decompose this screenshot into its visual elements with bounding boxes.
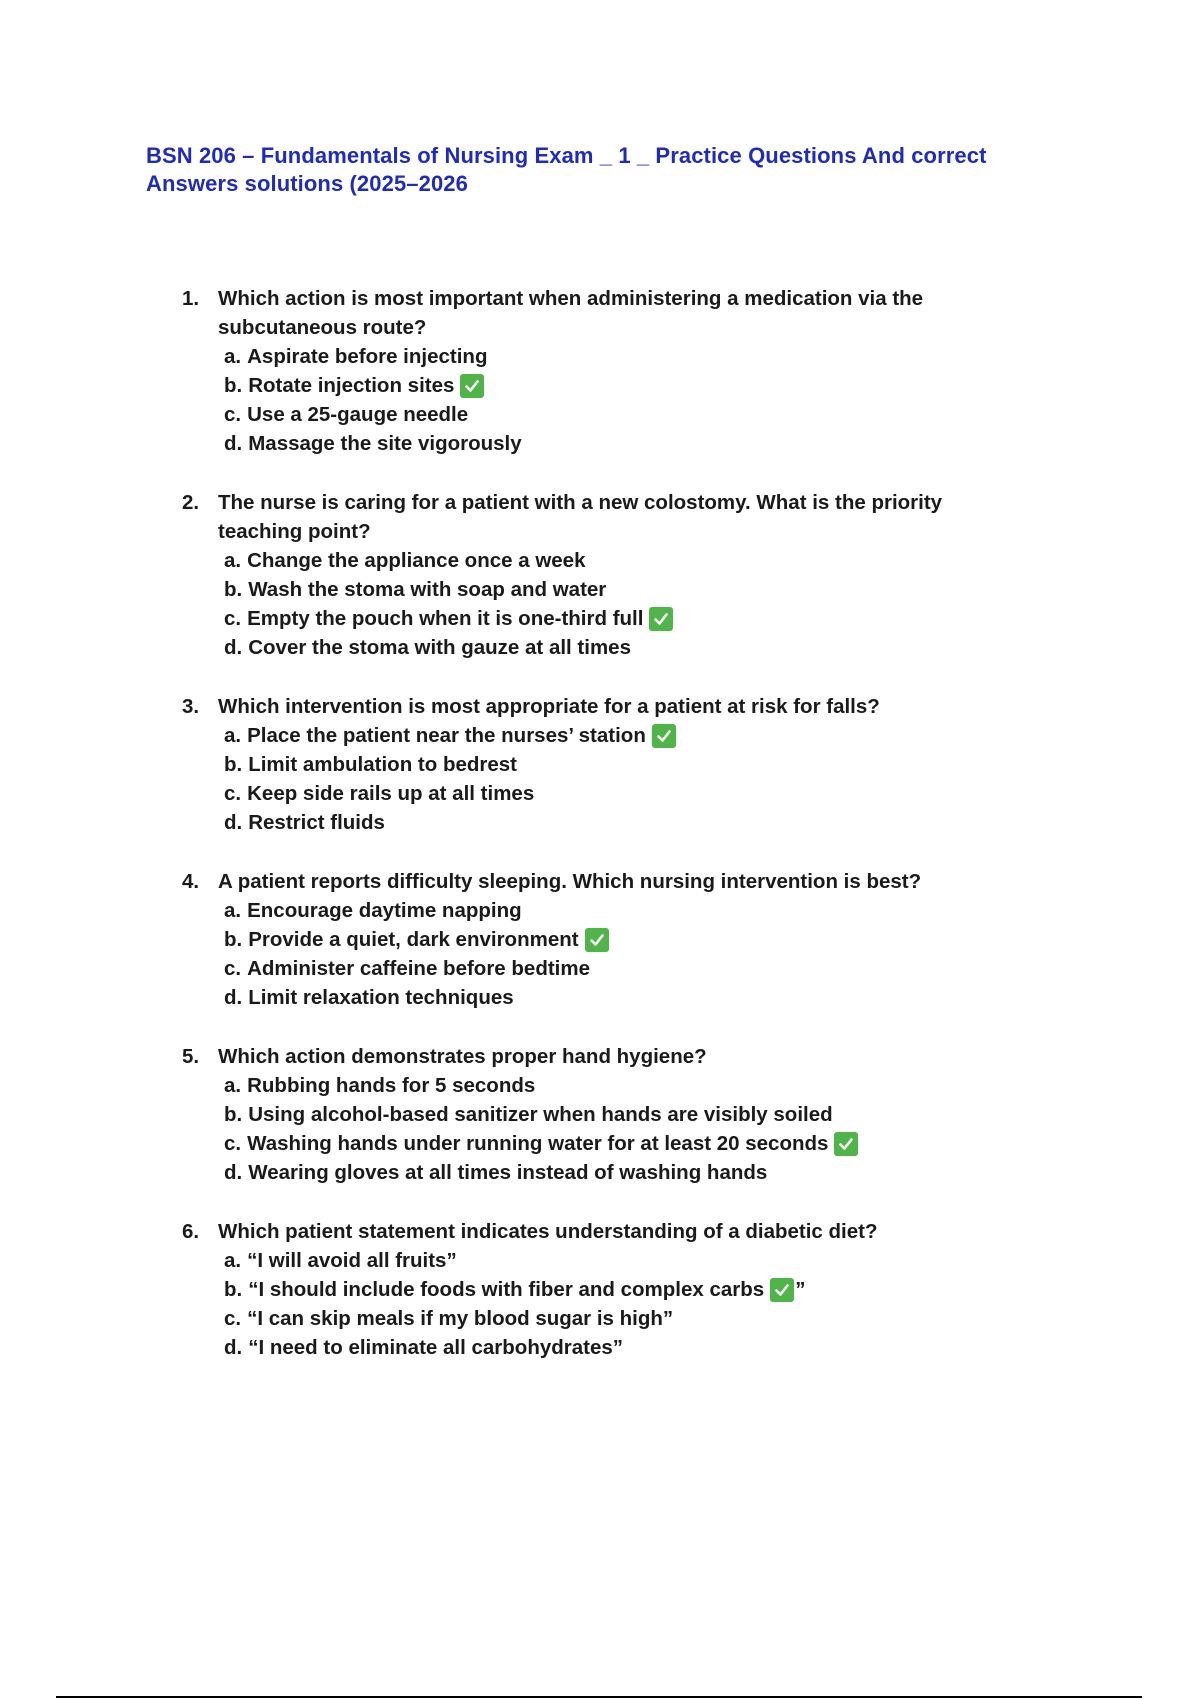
option-text: Keep side rails up at all times [247,782,535,805]
option-text: Place the patient near the nurses’ station [247,724,646,747]
option-letter: a. [224,345,242,368]
question-number: 6. [182,1220,200,1243]
answer-option [224,1304,1082,1333]
check-mark-icon [652,724,676,748]
option-letter: a. [224,1074,242,1097]
option-text: Cover the stoma with gauze at all times [248,636,631,659]
answer-options [224,1071,1082,1187]
option-letter: b. [224,928,243,951]
question-header [182,1217,1082,1246]
answer-option [224,400,1082,429]
question-text: Which intervention is most appropriate for a patient at risk for falls? [218,695,880,718]
answer-option [224,342,1082,371]
answer-option [224,429,1082,458]
option-text: “I will avoid all fruits” [247,1249,457,1272]
answer-option [224,896,1082,925]
option-text: Change the appliance once a week [247,549,586,572]
question-number: 1. [182,287,200,310]
option-letter: c. [224,1132,242,1155]
answer-option [224,633,1082,662]
answer-option [224,546,1082,575]
option-letter: b. [224,1103,243,1126]
option-text: Rotate injection sites [248,374,455,397]
option-letter: d. [224,1336,243,1359]
answer-option [224,1246,1082,1275]
option-text: Encourage daytime napping [247,899,522,922]
option-letter: a. [224,899,242,922]
question-header [182,284,1082,342]
question-header [182,488,1082,546]
question-text: A patient reports difficulty sleeping. Which nursing intervention is best? [218,870,922,893]
option-text: Empty the pouch when it is one-third full [247,607,644,630]
option-text: “I need to eliminate all carbohydrates” [248,1336,624,1359]
option-letter: d. [224,636,243,659]
answer-options [224,1246,1082,1362]
question-item [182,1217,1082,1362]
question-list [182,284,1082,1392]
option-letter: b. [224,578,243,601]
option-letter: b. [224,1278,243,1301]
question-text: Which action is most important when administering a medication via the subcutaneous route? [218,287,924,339]
option-letter: d. [224,432,243,455]
option-text: Massage the site vigorously [248,432,522,455]
answer-option [224,1333,1082,1362]
option-letter: a. [224,1249,242,1272]
answer-options [224,896,1082,1012]
answer-option [224,604,1082,633]
check-mark-icon [460,374,484,398]
option-text: Limit relaxation techniques [248,986,514,1009]
option-text: Wash the stoma with soap and water [248,578,607,601]
question-item [182,488,1082,662]
answer-option [224,1129,1082,1158]
answer-options [224,721,1082,837]
question-header [182,1042,1082,1071]
question-text: The nurse is caring for a patient with a new colostomy. What is the priority teaching point? [218,491,943,543]
option-letter: b. [224,374,243,397]
question-item [182,1042,1082,1187]
question-text: Which action demonstrates proper hand hygiene? [218,1045,707,1068]
option-text: Provide a quiet, dark environment [248,928,579,951]
question-item [182,692,1082,837]
answer-option [224,1100,1082,1129]
answer-option [224,721,1082,750]
option-text: Washing hands under running water for at least 20 seconds [247,1132,829,1155]
option-text: Limit ambulation to bedrest [248,753,518,776]
option-letter: c. [224,607,242,630]
check-mark-icon [834,1132,858,1156]
answer-option [224,371,1082,400]
question-item [182,284,1082,458]
option-text: Rubbing hands for 5 seconds [247,1074,536,1097]
footer-divider [56,1696,1142,1698]
answer-option [224,750,1082,779]
option-letter: d. [224,811,243,834]
document-title: BSN 206 – Fundamentals of Nursing Exam _ 1 _ Practice Questions And correct Answers solutions (2025–2026 [146,143,987,196]
option-letter: b. [224,753,243,776]
question-number: 2. [182,491,200,514]
option-letter: c. [224,957,242,980]
check-mark-icon [649,607,673,631]
question-item [182,867,1082,1012]
option-letter: a. [224,549,242,572]
option-letter: c. [224,403,242,426]
option-text: Aspirate before injecting [247,345,488,368]
answer-option [224,983,1082,1012]
answer-option [224,1158,1082,1187]
answer-option [224,779,1082,808]
option-text: Using alcohol-based sanitizer when hands are visibly soiled [248,1103,833,1126]
option-letter: c. [224,782,242,805]
question-text: Which patient statement indicates understanding of a diabetic diet? [218,1220,878,1243]
answer-option [224,1071,1082,1100]
option-text: “I should include foods with fiber and complex carbs [248,1278,765,1301]
answer-option [224,954,1082,983]
question-header [182,867,1082,896]
answer-option [224,575,1082,604]
check-mark-icon [585,928,609,952]
question-header [182,692,1082,721]
answer-option [224,808,1082,837]
answer-options [224,342,1082,458]
option-text: Administer caffeine before bedtime [247,957,590,980]
closing-quote: ” [795,1278,806,1301]
option-letter: c. [224,1307,242,1330]
option-letter: a. [224,724,242,747]
question-number: 3. [182,695,200,718]
answer-option [224,1275,1082,1304]
question-number: 4. [182,870,200,893]
answer-option [224,925,1082,954]
answer-options [224,546,1082,662]
option-letter: d. [224,1161,243,1184]
option-letter: d. [224,986,243,1009]
option-text: Wearing gloves at all times instead of washing hands [248,1161,768,1184]
question-number: 5. [182,1045,200,1068]
option-text: “I can skip meals if my blood sugar is high” [247,1307,674,1330]
check-mark-icon [770,1278,794,1302]
option-text: Restrict fluids [248,811,385,834]
option-text: Use a 25-gauge needle [247,403,469,426]
